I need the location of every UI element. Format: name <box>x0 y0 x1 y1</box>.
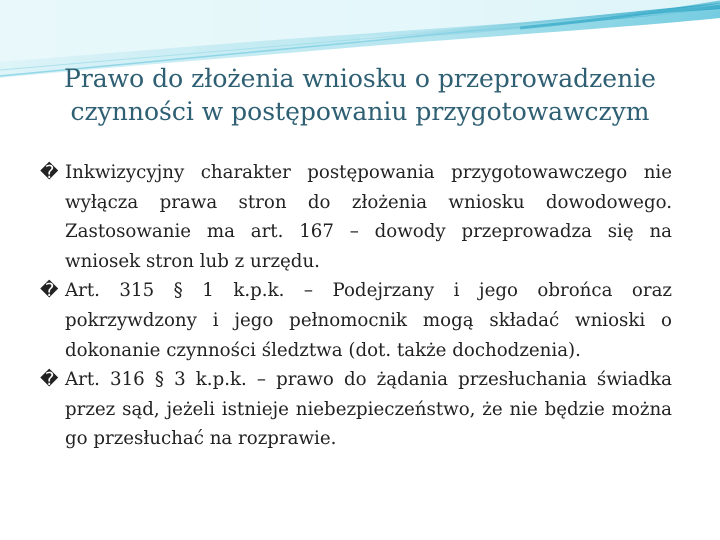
title-line: czynności w postępowaniu przygotowawczym <box>70 97 650 126</box>
bullet-paragraph <box>40 158 672 276</box>
missing-glyph-icon: � <box>40 369 59 391</box>
paragraph-text: Inkwizycyjny charakter postępowania przygotowawczego nie wyłącza prawa stron do złożenia wniosku dowodowego. Zastosowanie ma art. 167 – dowody przeprowadza się na wniosek stron lub z urzędu. <box>65 162 672 272</box>
missing-glyph-icon: � <box>40 280 59 302</box>
bullet-paragraph <box>40 365 672 454</box>
paragraph-text: Art. 315 § 1 k.p.k. – Podejrzany i jego obrońca oraz pokrzywdzony i jego pełnomocnik mogą składać wnioski o dokonanie czynności śledztwa (dot. także dochodzenia). <box>65 280 672 361</box>
slide-title <box>30 62 690 128</box>
title-line: Prawo do złożenia wniosku o przeprowadzenie <box>64 64 656 93</box>
content-body <box>40 158 672 454</box>
paragraph-text: Art. 316 § 3 k.p.k. – prawo do żądania przesłuchania świadka przez sąd, jeżeli istnieje niebezpieczeństwo, że nie będzie można go przesłuchać na rozprawie. <box>65 369 672 450</box>
missing-glyph-icon: � <box>40 162 59 183</box>
bullet-paragraph <box>40 276 672 365</box>
